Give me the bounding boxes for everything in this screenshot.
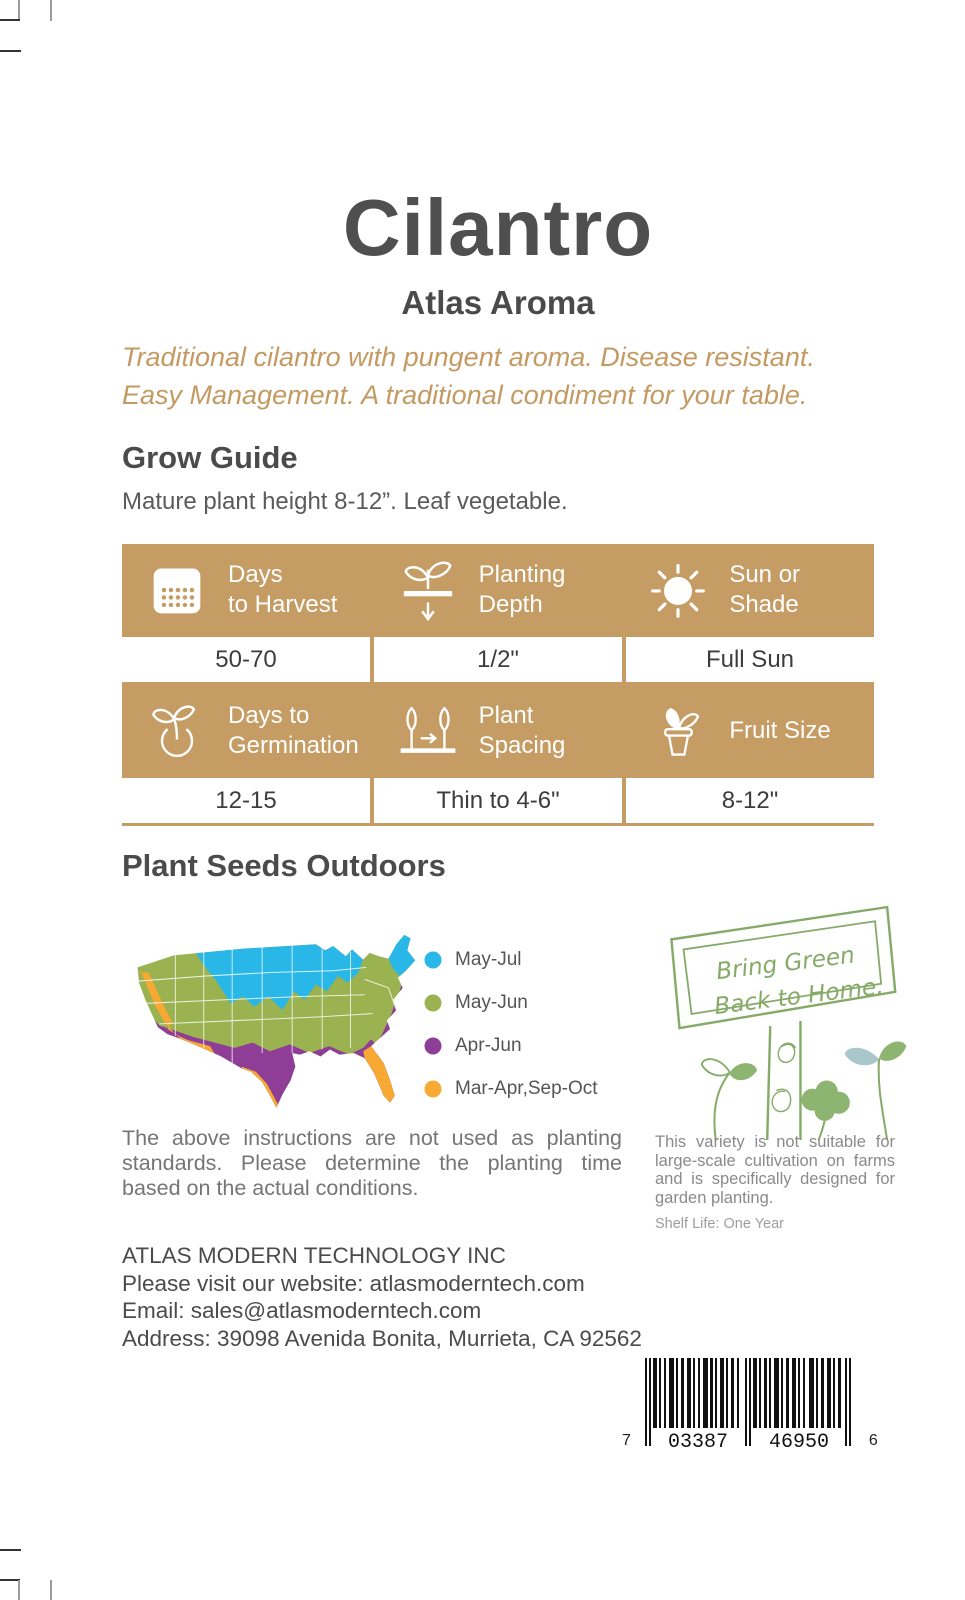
table-value-row-1 — [122, 635, 874, 685]
crop-mark — [18, 0, 20, 21]
header-label: Spacing — [478, 731, 566, 759]
legend-dot-mar-apr — [424, 1080, 442, 1098]
planting-depth-icon — [397, 554, 459, 626]
crop-mark — [50, 0, 52, 21]
map-legend — [424, 938, 598, 1110]
tagline-line2: Easy Management. A traditional condiment for your table. — [122, 380, 808, 410]
us-planting-zone-map — [128, 928, 420, 1112]
legend-item — [424, 1067, 598, 1110]
garden-sign-illustration — [652, 893, 957, 1140]
fruit-size-icon — [647, 700, 709, 762]
legend-item — [424, 1024, 598, 1067]
calendar-icon — [146, 561, 208, 619]
header-fruit-size — [623, 685, 874, 776]
sign-text-line1: Bring Green — [714, 941, 857, 986]
header-label: Fruit Size — [729, 716, 831, 744]
tagline — [122, 338, 882, 414]
upc-barcode — [622, 1358, 878, 1452]
crop-mark — [0, 50, 21, 52]
table-header-row-1 — [122, 544, 874, 635]
value-days-to-germination: 12-15 — [122, 778, 370, 823]
legend-dot-apr-jun — [424, 1037, 442, 1055]
tagline-line1: Traditional cilantro with pungent aroma. Disease resistant. — [122, 342, 815, 372]
table-value-row-2 — [122, 776, 874, 826]
barcode-right-digit: 6 — [868, 1432, 878, 1449]
variety-note — [655, 1133, 895, 1234]
barcode-group1: 03387 — [667, 1431, 728, 1452]
header-label: to Harvest — [228, 590, 338, 618]
value-planting-depth: 1/2" — [374, 637, 622, 682]
legend-dot-may-jun — [424, 994, 442, 1012]
header-label: Germination — [228, 731, 359, 759]
legend-label: Apr-Jun — [455, 1034, 522, 1056]
company-name: ATLAS MODERN TECHNOLOGY INC — [122, 1243, 506, 1268]
legend-label: Mar-Apr,Sep-Oct — [455, 1077, 598, 1099]
value-fruit-size: 8-12" — [626, 778, 874, 823]
crop-mark — [0, 19, 20, 21]
header-label: Shade — [729, 590, 799, 618]
crop-mark — [18, 1580, 20, 1600]
barcode-left-digit: 7 — [622, 1432, 631, 1449]
header-label: Days to — [228, 701, 310, 729]
legend-item — [424, 981, 598, 1024]
header-plant-spacing — [373, 685, 624, 776]
variety-subtitle: Atlas Aroma — [401, 284, 595, 321]
sign-text-line2: Back to Home. — [712, 972, 885, 1021]
crop-mark — [0, 1579, 20, 1581]
value-sun-or-shade: Full Sun — [626, 637, 874, 682]
barcode-group2: 46950 — [768, 1431, 829, 1452]
grow-guide-intro: Mature plant height 8-12”. Leaf vegetable. — [122, 488, 568, 515]
company-info — [122, 1242, 642, 1352]
company-website: Please visit our website: atlasmoderntech.com — [122, 1270, 585, 1296]
table-header-row-2 — [122, 685, 874, 776]
legend-item — [424, 938, 598, 981]
header-label: Plant — [478, 701, 534, 729]
company-email: Email: sales@atlasmoderntech.com — [122, 1298, 482, 1323]
value-plant-spacing: Thin to 4-6" — [374, 778, 622, 823]
barcode-bars — [639, 1358, 861, 1452]
crop-mark — [50, 1580, 52, 1600]
planting-note: The above instructions are not used as planting standards. Please determine the planting time based on the actual conditions. — [122, 1126, 622, 1200]
grow-guide-heading: Grow Guide — [122, 440, 298, 475]
header-label: Days — [228, 560, 283, 588]
company-address: Address: 39098 Avenida Bonita, Murrieta, CA 92562 — [122, 1325, 642, 1351]
crop-mark — [0, 1549, 21, 1551]
sun-icon — [647, 560, 709, 620]
plant-seeds-heading: Plant Seeds Outdoors — [122, 848, 446, 883]
value-days-to-harvest: 50-70 — [122, 637, 370, 682]
grow-guide-table — [122, 544, 874, 826]
shelf-life: Shelf Life: One Year — [655, 1216, 784, 1232]
header-label: Planting — [478, 560, 566, 588]
header-days-to-germination — [122, 685, 373, 776]
germination-icon — [146, 699, 208, 763]
legend-label: May-Jun — [455, 991, 528, 1013]
header-label: Depth — [478, 590, 543, 618]
header-planting-depth — [373, 544, 624, 635]
plant-spacing-icon — [397, 699, 459, 763]
zone-mar-apr-florida — [363, 1046, 395, 1102]
clover-icon — [801, 1081, 849, 1121]
page-title: Cilantro — [342, 183, 654, 272]
variety-note-text: This variety is not suitable for large-scale cultivation on farms and is specifically designed for garden planting. — [655, 1133, 895, 1207]
header-days-to-harvest — [122, 544, 373, 635]
legend-label: May-Jul — [455, 948, 522, 970]
header-label: Sun or — [729, 560, 801, 588]
header-sun-or-shade — [623, 544, 874, 635]
legend-dot-may-jul — [424, 951, 442, 969]
